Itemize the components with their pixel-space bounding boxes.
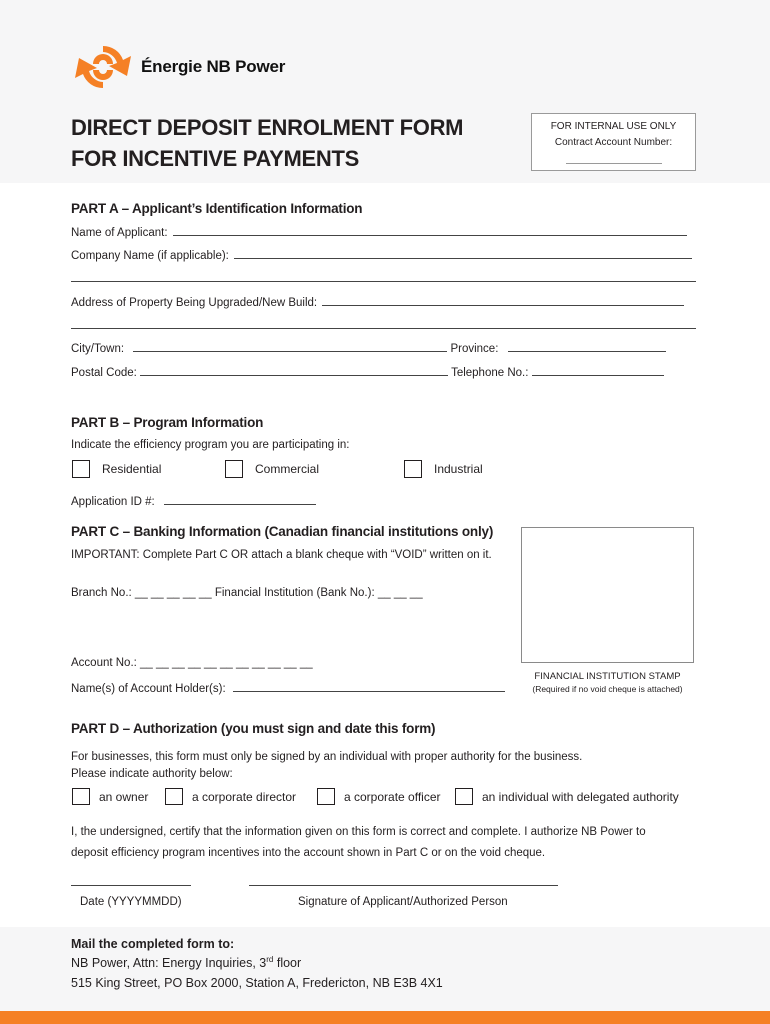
- company-name-field[interactable]: [234, 248, 692, 259]
- part-c-heading: PART C – Banking Information (Canadian financial institutions only): [71, 524, 494, 539]
- address-field-cont[interactable]: [71, 328, 696, 329]
- authority-officer[interactable]: [317, 788, 441, 805]
- internal-heading: FOR INTERNAL USE ONLY: [550, 121, 677, 132]
- date-field[interactable]: [71, 885, 191, 886]
- residential-checkbox[interactable]: [72, 460, 90, 478]
- part-a-heading: PART A – Applicant’s Identification Information: [71, 201, 363, 216]
- account-holders-row: [71, 681, 505, 695]
- industrial-label: Industrial: [434, 462, 483, 476]
- mail-line-1-text: NB Power, Attn: Energy Inquiries, 3: [71, 956, 267, 970]
- telephone-label: Telephone No.:: [451, 367, 529, 379]
- owner-label: an owner: [99, 789, 149, 804]
- mail-line-1-floor: floor: [273, 956, 302, 970]
- stamp-note: (Required if no void cheque is attached): [532, 684, 683, 694]
- financial-institution-stamp-box: [521, 527, 694, 663]
- account-holders-field[interactable]: [233, 681, 505, 692]
- certification-line-1: I, the undersigned, certify that the information given on this form is correct and complete. I authorize NB Power to: [71, 826, 646, 838]
- program-instruction: Indicate the efficiency program you are participating in:: [71, 439, 350, 451]
- director-checkbox[interactable]: [165, 788, 183, 805]
- signature-field[interactable]: [249, 885, 558, 886]
- authority-delegated[interactable]: [455, 788, 679, 805]
- officer-label: a corporate officer: [344, 789, 441, 804]
- postal-phone-row: [71, 365, 664, 379]
- postal-code-label: Postal Code:: [71, 367, 137, 379]
- stamp-label-group: [521, 670, 694, 696]
- province-field[interactable]: [508, 341, 666, 352]
- title-line-1: DIRECT DEPOSIT ENROLMENT FORM: [71, 115, 464, 140]
- authority-director[interactable]: [165, 788, 296, 805]
- internal-use-box: [531, 113, 696, 171]
- form-title: [71, 112, 463, 174]
- brand-name: Énergie NB Power: [141, 57, 286, 76]
- nb-power-arrows-icon: [71, 42, 135, 92]
- part-d-heading: PART D – Authorization (you must sign and date this form): [71, 721, 436, 736]
- delegated-checkbox[interactable]: [455, 788, 473, 805]
- city-label: City/Town:: [71, 343, 125, 355]
- contract-account-field[interactable]: [566, 163, 662, 164]
- company-name-row: [71, 248, 692, 262]
- address-row: [71, 295, 684, 309]
- application-id-row: [71, 494, 316, 508]
- title-line-2: FOR INCENTIVE PAYMENTS: [71, 146, 359, 171]
- authority-intro-1: For businesses, this form must only be signed by an individual with proper authority for the business.: [71, 751, 583, 763]
- account-number-row[interactable]: Account No.: __ __ __ __ __ __ __ __ __ __ __: [71, 657, 313, 669]
- certification-line-2: deposit efficiency program incentives into the account shown in Part C or on the void cheque.: [71, 847, 546, 859]
- contract-account-label: Contract Account Number:: [554, 137, 673, 148]
- address-label: Address of Property Being Upgraded/New Build:: [71, 297, 318, 309]
- branch-bank-row[interactable]: Branch No.: __ __ __ __ __ Financial Institution (Bank No.): __ __ __: [71, 587, 423, 599]
- name-of-applicant-label: Name of Applicant:: [71, 227, 168, 239]
- company-name-label: Company Name (if applicable):: [71, 250, 229, 262]
- option-commercial[interactable]: [225, 460, 319, 478]
- nb-power-logo: [71, 42, 285, 92]
- application-id-label: Application ID #:: [71, 496, 155, 508]
- stamp-label: FINANCIAL INSTITUTION STAMP: [534, 671, 681, 682]
- mail-address-line-1: [71, 956, 301, 970]
- name-of-applicant-row: [71, 225, 687, 239]
- application-id-field[interactable]: [164, 494, 316, 505]
- banking-important-note: IMPORTANT: Complete Part C OR attach a blank cheque with “VOID” written on it.: [71, 549, 492, 561]
- mail-heading: Mail the completed form to:: [71, 937, 235, 951]
- orange-footer-bar: [0, 1011, 770, 1024]
- part-b-heading: PART B – Program Information: [71, 415, 264, 430]
- city-field[interactable]: [133, 341, 447, 352]
- commercial-label: Commercial: [255, 462, 320, 476]
- province-label: Province:: [450, 343, 499, 355]
- authority-owner[interactable]: [72, 788, 148, 805]
- telephone-field[interactable]: [532, 365, 664, 376]
- certification-text: [71, 822, 711, 864]
- date-label: Date (YYYYMMDD): [80, 896, 182, 908]
- address-field[interactable]: [322, 295, 684, 306]
- commercial-checkbox[interactable]: [225, 460, 243, 478]
- authority-intro-2: Please indicate authority below:: [71, 768, 233, 780]
- residential-label: Residential: [102, 462, 162, 476]
- delegated-label: an individual with delegated authority: [482, 789, 679, 804]
- company-name-field-cont[interactable]: [71, 281, 696, 282]
- director-label: a corporate director: [192, 789, 297, 804]
- industrial-checkbox[interactable]: [404, 460, 422, 478]
- mail-address-line-2: 515 King Street, PO Box 2000, Station A, Fredericton, NB E3B 4X1: [71, 976, 443, 990]
- signature-label: Signature of Applicant/Authorized Person: [298, 896, 508, 908]
- postal-code-field[interactable]: [140, 365, 448, 376]
- option-residential[interactable]: [72, 460, 161, 478]
- officer-checkbox[interactable]: [317, 788, 335, 805]
- name-of-applicant-field[interactable]: [173, 225, 687, 236]
- owner-checkbox[interactable]: [72, 788, 90, 805]
- mail-line-1-sup: rd: [266, 954, 274, 964]
- option-industrial[interactable]: [404, 460, 483, 478]
- account-holders-label: Name(s) of Account Holder(s):: [71, 683, 226, 695]
- city-province-row: [71, 341, 666, 355]
